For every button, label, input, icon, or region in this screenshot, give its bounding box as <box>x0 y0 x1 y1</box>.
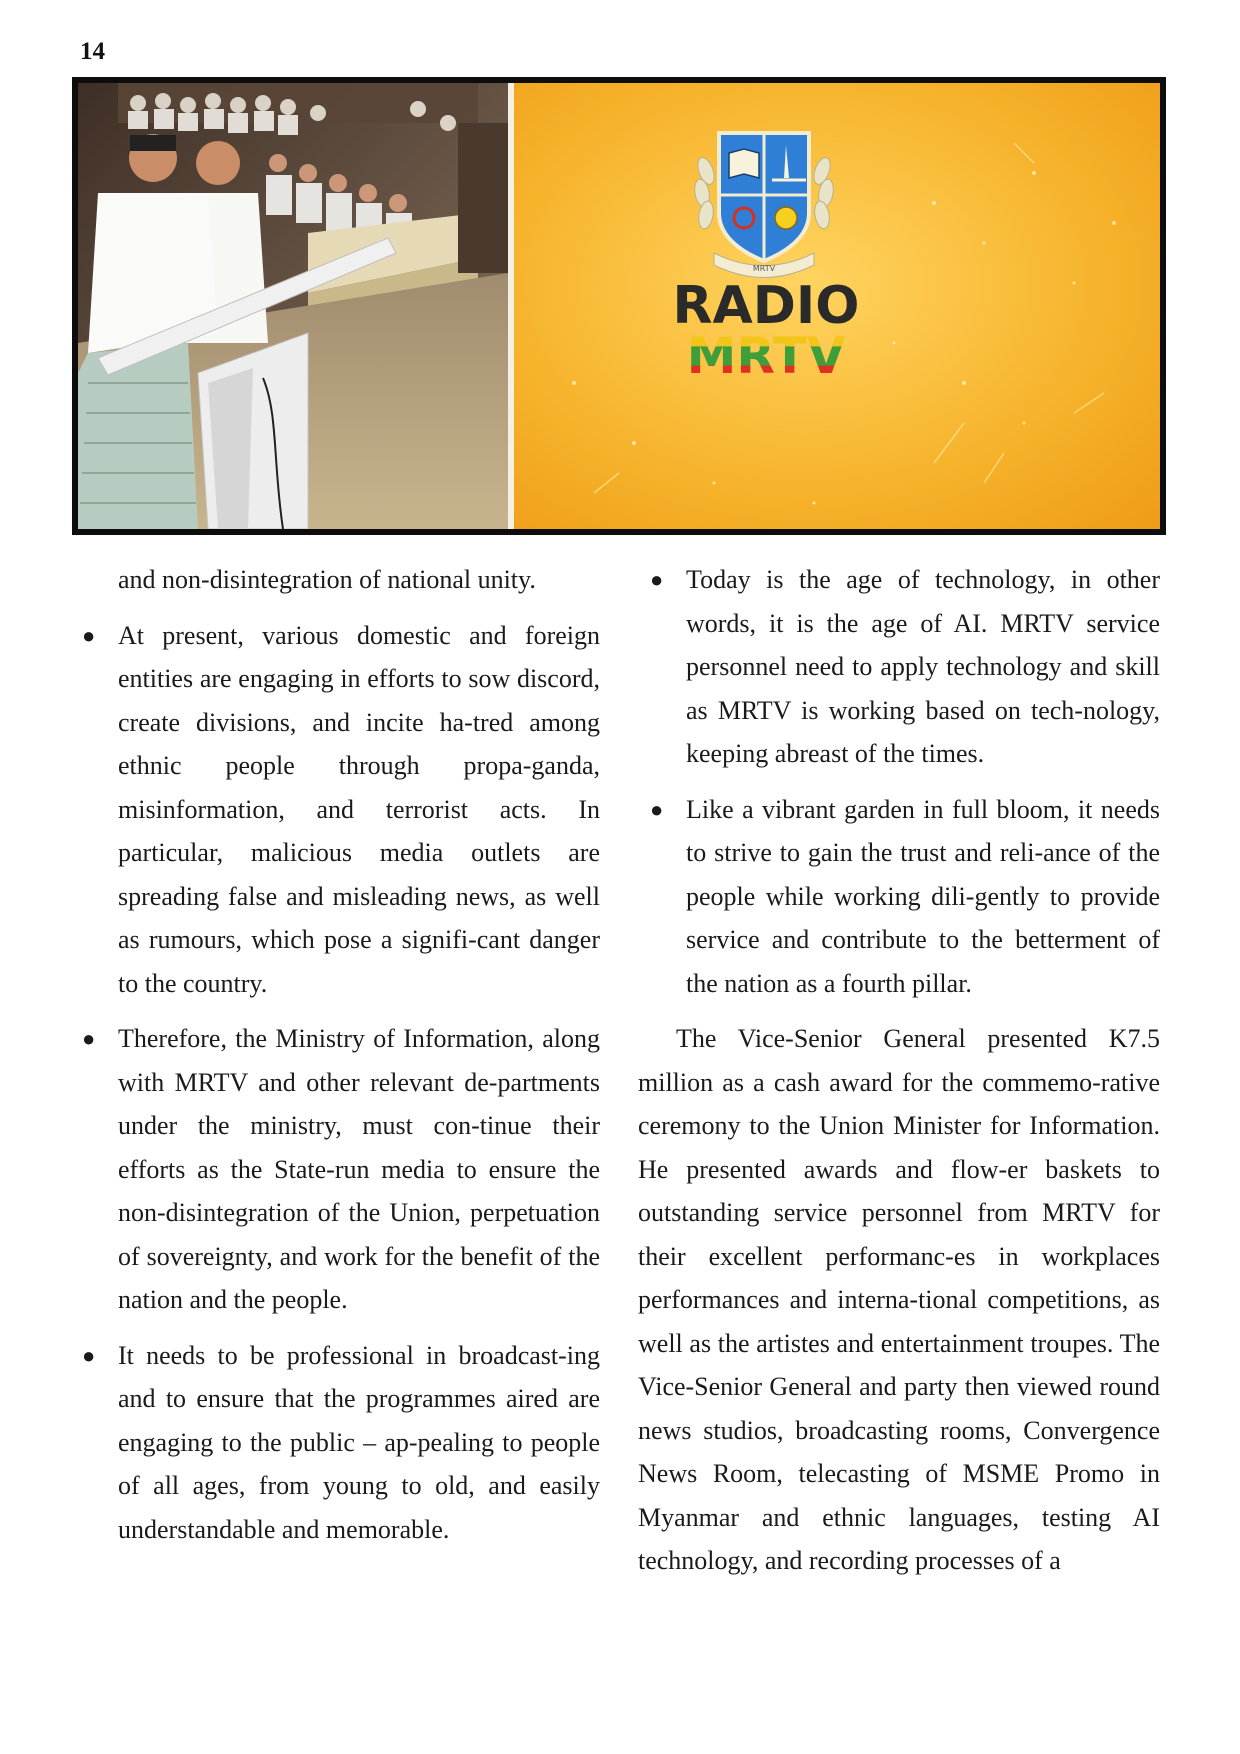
bullet-item <box>70 1334 600 1552</box>
emblem-caption: MRTV <box>752 264 776 273</box>
bullet-item <box>70 614 600 1006</box>
page-number: 14 <box>80 38 105 65</box>
bullet-icon: ● <box>650 796 664 822</box>
brand-radio-text: RADIO <box>672 276 860 336</box>
left-column <box>70 558 600 1563</box>
body-paragraph: The Vice-Senior General presented K7.5 million as a cash award for the commemo-rative ceremony to the Union Minister for Information. He presented awards and flow-er baskets to outstanding service personnel from MRTV for their excellent performanc-es in workplaces performances and interna-tional competitions, as well as the artistes and entertainment troupes. The Vice-Senior General and party then viewed round news studios, broadcasting rooms, Convergence News Room, telecasting of MSME Promo in Myanmar and ethnic languages, testing AI technology, and recording processes of a <box>638 1024 1160 1575</box>
bullet-text: At present, various domestic and foreign entities are engaging in efforts to sow discord, create divisions, and incite ha-tred among ethnic people through propa-ganda, misinformation, and terrorist acts. In particular, malicious media outlets are spreading false and misleading news, as well as rumours, which pose a signifi-cant danger to the country. <box>118 620 600 998</box>
radio-mrtv-screen <box>514 83 1160 529</box>
bullet-icon: ● <box>82 1026 96 1051</box>
bullet-item <box>638 558 1160 776</box>
bullet-icon: ● <box>82 622 96 648</box>
bullet-text: It needs to be professional in broadcast-ing and to ensure that the programmes aired are engaging to the public – ap-pealing to people of all ages, from young to old, and easily understandable and memorable. <box>118 1340 600 1544</box>
bullet-text: Today is the age of technology, in other words, it is the age of AI. MRTV service personnel need to apply technology and skill as MRTV is working based on tech-nology, keeping abreast of the times. <box>686 565 1160 768</box>
bullet-icon: ● <box>650 567 664 592</box>
bullet-text: Like a vibrant garden in full bloom, it needs to strive to gain the trust and reli-ance of the people while working dili-gently to provide service and contribute to the betterment of the nation as a fourth pillar. <box>686 794 1160 998</box>
ceremony-photo-illustration <box>78 83 508 529</box>
ceremony-photo <box>78 83 508 529</box>
radio-mrtv-screen-photo <box>514 83 1160 529</box>
right-column <box>638 558 1160 1583</box>
photo-frame <box>72 77 1166 535</box>
bullet-item <box>638 788 1160 1006</box>
continuation-text: and non-disintegration of national unity. <box>118 565 536 594</box>
bullet-item <box>70 1017 600 1322</box>
bullet-icon: ● <box>82 1342 96 1368</box>
bullet-text: Therefore, the Ministry of Information, along with MRTV and other relevant de-partments under the ministry, must con-tinue their efforts as the State-run media to ensure the non-disintegration of the Union, perpetuation of sovereignty, and work for the benefit of the nation and the people. <box>118 1024 600 1314</box>
brand-mrtv-text: MRTV <box>686 327 846 385</box>
